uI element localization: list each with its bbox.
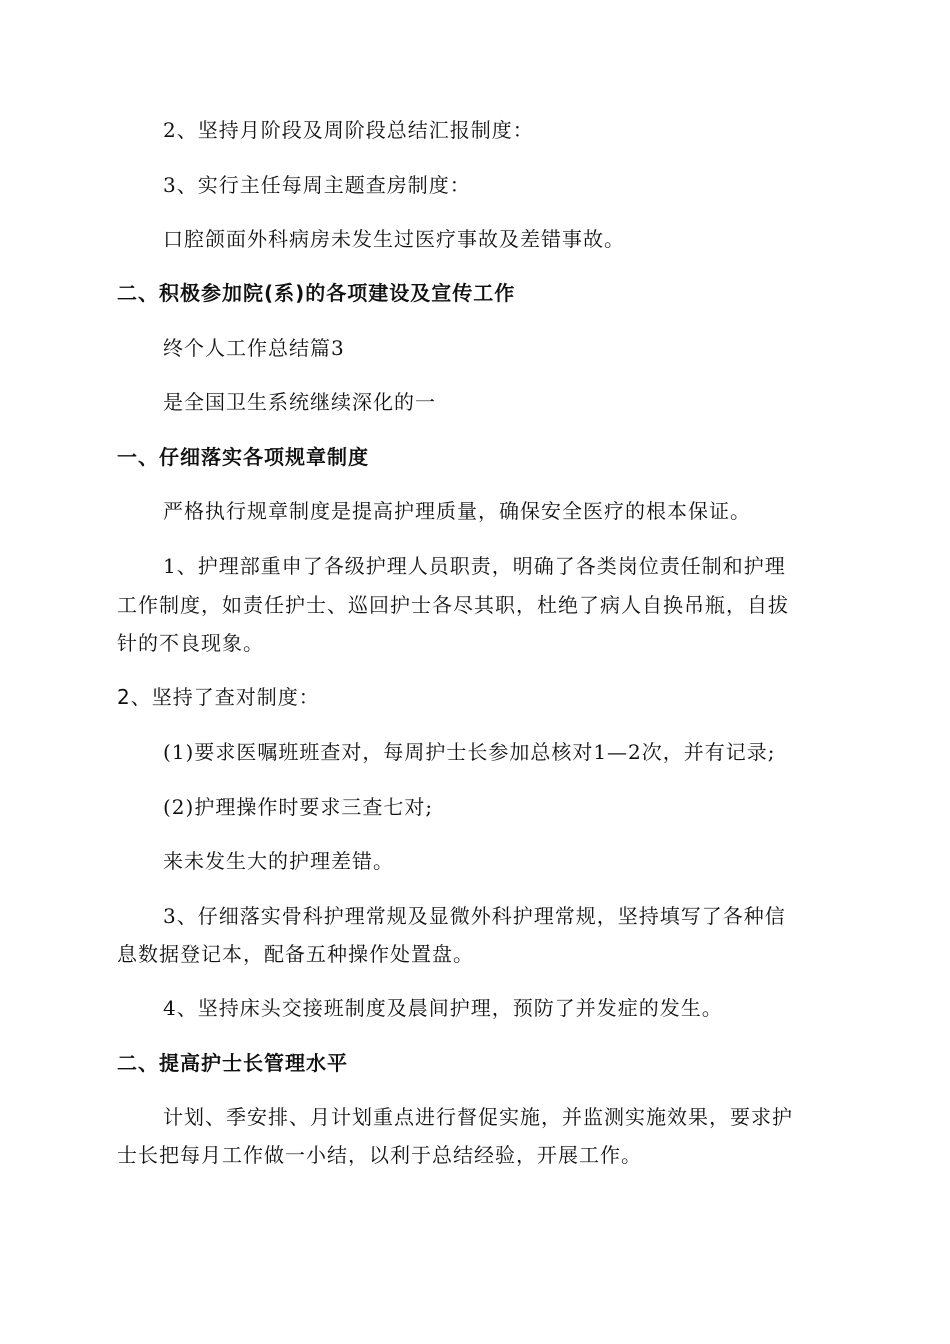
paragraph-plan-line2: 士长把每月工作做一小结，以利于总结经验，开展工作。 — [117, 1143, 642, 1167]
paragraph-no-errors: 来未发生大的护理差错。 — [163, 849, 394, 873]
paragraph-summary-title: 终个人工作总结篇3 — [163, 336, 345, 360]
heading-head-nurse-management: 二、提高护士长管理水平 — [117, 1051, 348, 1075]
heading-construction-publicity: 二、积极参加院(系)的各项建设及宣传工作 — [117, 281, 516, 305]
heading-implement-rules: 一、仔细落实各项规章制度 — [117, 445, 369, 469]
paragraph-intro: 是全国卫生系统继续深化的一 — [163, 390, 436, 414]
paragraph-monthly-weekly-summary: 2、坚持月阶段及周阶段总结汇报制度： — [163, 118, 534, 142]
paragraph-orthopedic-care-line2: 息数据登记本，配备五种操作处置盘。 — [117, 942, 474, 966]
paragraph-responsibilities-line3: 针的不良现象。 — [117, 631, 264, 655]
paragraph-responsibilities-line1: 1、护理部重申了各级护理人员职责，明确了各类岗位责任制和护理 — [163, 554, 786, 578]
paragraph-rules-guarantee: 严格执行规章制度是提高护理质量，确保安全医疗的根本保证。 — [163, 499, 751, 523]
paragraph-three-checks: (2)护理操作时要求三查七对; — [163, 795, 434, 819]
paragraph-shift-handover: 4、坚持床头交接班制度及晨间护理，预防了并发症的发生。 — [163, 996, 723, 1020]
paragraph-plan-line1: 计划、季安排、月计划重点进行督促实施，并监测实施效果，要求护 — [163, 1105, 793, 1129]
paragraph-responsibilities-line2: 工作制度，如责任护士、巡回护士各尽其职，杜绝了病人自换吊瓶，自拔 — [117, 593, 789, 617]
paragraph-order-check: (1)要求医嘱班班查对，每周护士长参加总核对1—2次，并有记录; — [163, 740, 776, 764]
paragraph-no-accidents: 口腔颌面外科病房未发生过医疗事故及差错事故。 — [163, 227, 625, 251]
paragraph-check-system: 2、坚持了查对制度： — [117, 685, 320, 709]
paragraph-orthopedic-care-line1: 3、仔细落实骨科护理常规及显微外科护理常规，坚持填写了各种信 — [163, 904, 786, 928]
paragraph-weekly-ward-round: 3、实行主任每周主题查房制度： — [163, 173, 471, 197]
